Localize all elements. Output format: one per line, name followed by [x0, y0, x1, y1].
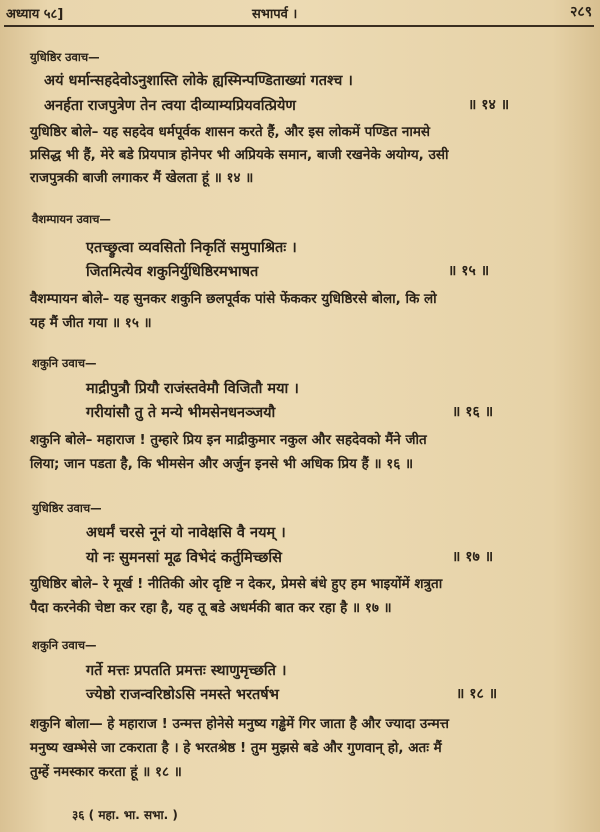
speaker-heading: युधिष्ठिर उवाच— [32, 501, 102, 515]
speaker-heading: वैशम्पायन उवाच— [32, 212, 111, 226]
signature-mark: ३६ ( महा. भा. सभा. ) [72, 808, 178, 822]
verse-line: ज्येष्ठो राजन्वरिष्ठोऽसि नमस्ते भरतर्षभ [86, 687, 279, 703]
translation-line: तुम्हें नमस्कार करता हूं ॥ १८ ॥ [30, 764, 182, 780]
verse-number: ॥ १४ ॥ [468, 97, 510, 113]
verse-line: अयं धर्मान्सहदेवोऽनुशास्ति लोके ह्यस्मिन्पण्डिताख्यां गतश्च । [44, 73, 353, 89]
chapter-label: अध्याय ५८] [6, 7, 64, 22]
translation-line: पैदा करनेकी चेष्टा कर रहा है, यह तू बडे अधर्मकी बात कर रहा है ॥ १७ ॥ [30, 600, 392, 616]
verse-line: अधर्मं चरसे नूनं यो नावेक्षसि वै नयम् । [86, 525, 286, 541]
verse-number: ॥ १८ ॥ [456, 686, 498, 702]
speaker-heading: शकुनि उवाच— [32, 356, 97, 370]
translation-line: युधिष्ठिर बोले– यह सहदेव धर्मपूर्वक शासन करते हैं, और इस लोकमें पण्डित नामसे [30, 124, 431, 140]
verse-line: गर्ते मत्तः प्रपतति प्रमत्तः स्थाणुमृच्छति । [86, 663, 287, 679]
verse-line: अनर्हता राजपुत्रेण तेन त्वया दीव्याम्यप्रियवत्प्रियेण [44, 98, 296, 114]
translation-line: राजपुत्रकी बाजी लगाकर मैं खेलता हूं ॥ १४ ॥ [30, 170, 254, 186]
verse-line: माद्रीपुत्रौ प्रियौ राजंस्तवेमौ विजितौ मया । [86, 381, 299, 397]
translation-line: शकुनि बोला— हे महाराज ! उन्मत्त होनेसे मनुष्य गड्ढेमें गिर जाता है और ज्यादा उन्मत्त [30, 716, 449, 732]
page-number: २८९ [570, 4, 592, 20]
translation-line: वैशम्पायन बोले– यह सुनकर शकुनि छलपूर्वक पांसे फेंककर युधिष्ठिरसे बोला, कि लो [30, 291, 437, 307]
translation-line: लिया; जान पडता है, कि भीमसेन और अर्जुन इनसे भी अधिक प्रिय हैं ॥ १६ ॥ [30, 456, 414, 472]
translation-line: यह मैं जीत गया ॥ १५ ॥ [30, 315, 152, 331]
header-rule [4, 25, 594, 27]
verse-number: ॥ १७ ॥ [452, 549, 494, 565]
translation-line: युधिष्ठिर बोले– रे मूर्ख ! नीतिकी ओर दृष्टि न देकर, प्रेमसे बंधे हुए हम भाइयोंमें शत्रुता [30, 576, 443, 592]
book-title: सभापर्व । [252, 7, 298, 22]
verse-line: गरीयांसौ तु ते मन्ये भीमसेनधनञ्जयौ [86, 405, 276, 421]
speaker-heading: युधिष्ठिर उवाच— [30, 50, 100, 64]
verse-line: जितमित्येव शकुनिर्युधिष्ठिरमभाषत [86, 264, 259, 280]
running-header [6, 2, 592, 24]
verse-line: एतच्छ्रुत्वा व्यवसितो निकृतिं समुपाश्रितः । [86, 240, 297, 256]
translation-line: शकुनि बोले– महाराज ! तुम्हारे प्रिय इन माद्रीकुमार नकुल और सहदेवको मैंने जीत [30, 432, 427, 448]
speaker-heading: शकुनि उवाच— [32, 638, 97, 652]
verse-number: ॥ १५ ॥ [448, 263, 490, 279]
verse-line: यो नः सुमनसां मूढ विभेदं कर्तुमिच्छसि [86, 550, 282, 566]
verse-number: ॥ १६ ॥ [452, 404, 494, 420]
translation-line: प्रसिद्ध भी हैं, मेरे बडे प्रियपात्र होनेपर भी अप्रियके समान, बाजी रखनेके अयोग्य, उसी [30, 147, 449, 163]
translation-line: मनुष्य खम्भेसे जा टकराता है । हे भरतश्रेष्ठ ! तुम मुझसे बडे और गुणवान् हो, अतः मैं [30, 740, 442, 756]
